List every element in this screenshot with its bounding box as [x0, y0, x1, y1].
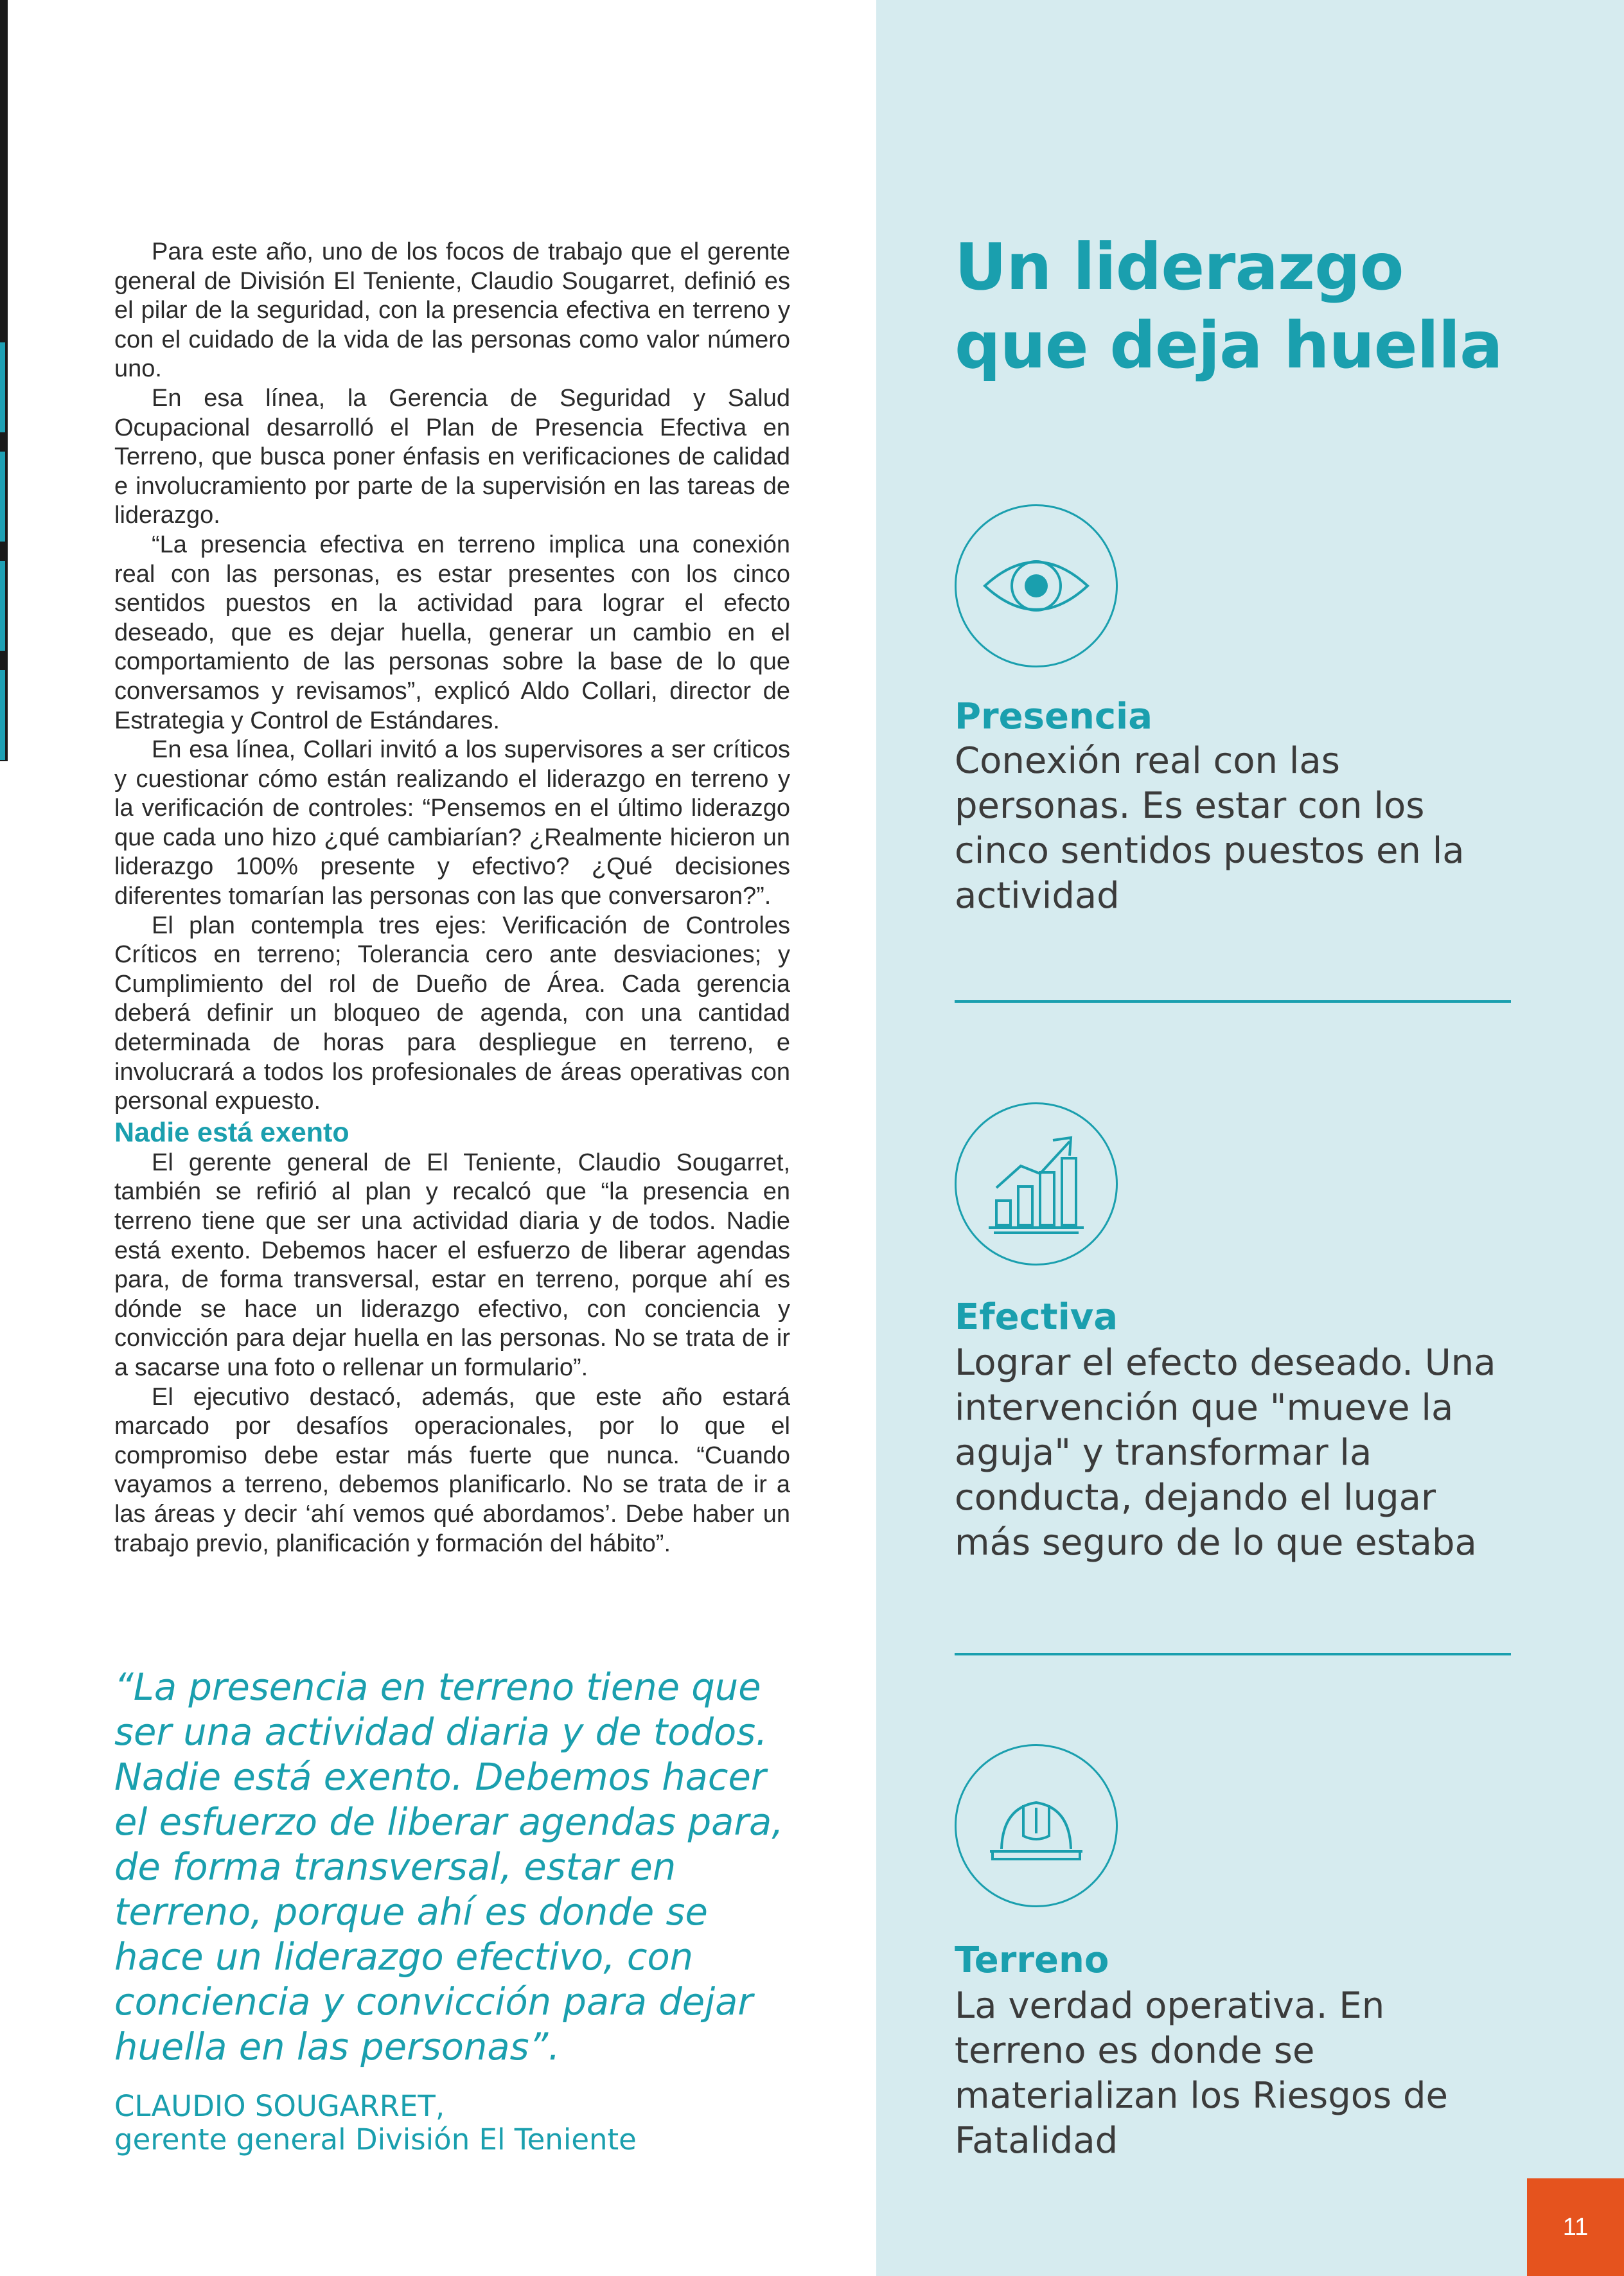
- article-paragraph: En esa línea, Collari invitó a los supervisores a ser críticos y cuestionar cómo están realizando el liderazgo en terreno y la verificación de controles: “Pensemos en el último liderazgo que cada uno hizo ¿qué cambiarían? ¿Realmente hicieron un liderazgo 100% presente y efectivo? ¿Qué decisiones diferentes tomarían las personas con las que conversaron?”.: [114, 736, 790, 910]
- article-paragraph: El plan contempla tres ejes: Verificación de Controles Críticos en terreno; Tolerancia cero ante desviaciones; y Cumplimiento del rol de Dueño de Área. Cada gerencia deberá definir un bloqueo de agenda, con una cantidad determinada de horas para despliegue en terreno, e involucrará a todos los profesionales de áreas operativas con personal expuesto.: [114, 912, 790, 1115]
- section-subheading: Nadie está exento: [114, 1116, 349, 1148]
- eye-icon: [955, 504, 1118, 667]
- hard-hat-icon: [955, 1744, 1118, 1907]
- edge-tab: [0, 452, 5, 542]
- quote-role: gerente general División El Teniente: [114, 2122, 637, 2157]
- pillar-text: Conexión real con las personas. Es estar con los cinco sentidos puestos en la actividad: [955, 740, 1465, 917]
- article-paragraph: El gerente general de El Teniente, Claudio Sougarret, también se refirió al plan y recalcó que “la presencia en terreno tiene que ser una actividad diaria y de todos. Nadie está exento. Debemos hacer el esfuerzo de liberar agendas para, de forma transversal, estar en terreno, porque ahí es dónde se hace un liderazgo efectivo, con conciencia y convicción para dejar huella en las personas. No se trata de ir a sacarse una foto o rellenar un formulario”.: [114, 1149, 790, 1381]
- divider: [955, 1000, 1511, 1003]
- pillar-text: Lograr el efecto deseado. Una intervención que "mueve la aguja" y transformar la conducta, dejando el lugar más seguro de lo que estaba: [955, 1342, 1496, 1564]
- pillar-title: Presencia: [955, 696, 1152, 737]
- article-paragraph: En esa línea, la Gerencia de Seguridad y Salud Ocupacional desarrolló el Plan de Presencia Efectiva en Terreno, que busca poner énfasis en verificaciones de calidad e involucramiento por parte de la supervisión en las tareas de liderazgo.: [114, 384, 790, 529]
- article-paragraph: “La presencia efectiva en terreno implica una conexión real con las personas, es estar presentes con los cinco sentidos puestos en la actividad para lograr el efecto deseado, que es dejar huella, generar un cambio en el comportamiento de las personas sobre la base de lo que conversamos y revisamos”, explicó Aldo Collari, director de Estrategia y Control de Estándares.: [114, 531, 790, 734]
- sidebar-title-line: que deja huella: [955, 308, 1503, 383]
- growth-chart-icon: [955, 1102, 1118, 1266]
- pull-quote: “La presencia en terreno tiene que ser una actividad diaria y de todos. Nadie está exento. Debemos hacer el esfuerzo de liberar agendas para, de forma transversal, estar en terreno, porque ahí es donde se hace un liderazgo efectivo, con conciencia y convicción para dejar huella en las personas”.: [114, 1666, 784, 2069]
- quote-author: CLAUDIO SOUGARRET,: [114, 2089, 445, 2123]
- pillar-title: Efectiva: [955, 1296, 1118, 1338]
- edge-tab: [0, 670, 5, 760]
- divider: [955, 1653, 1511, 1655]
- edge-tab: [0, 561, 5, 651]
- article-paragraph: El ejecutivo destacó, además, que este año estará marcado por desafíos operacionales, por lo que el compromiso debe estar más fuerte que nunca. “Cuando vayamos a terreno, debemos planificarlo. No se trata de ir a las áreas y decir ‘ahí vemos qué abordamos’. Debe haber un trabajo previo, planificación y formación del hábito”.: [114, 1383, 790, 1557]
- quote-attribution: [114, 2090, 795, 2157]
- article-body: [114, 238, 790, 1558]
- sidebar-title: [955, 228, 1565, 385]
- pillar-title: Terreno: [955, 1939, 1109, 1981]
- sidebar-title-line: Un liderazgo: [955, 229, 1404, 304]
- article-paragraph: Para este año, uno de los focos de trabajo que el gerente general de División El Teniente, Claudio Sougarret, definió es el pilar de la seguridad, con la presencia efectiva en terreno y con el cuidado de la vida de las personas como valor número uno.: [114, 238, 790, 383]
- edge-tab: [0, 342, 5, 432]
- pillar-text: La verdad operativa. En terreno es donde se materializan los Riesgos de Fatalidad: [955, 1985, 1448, 2162]
- page-number: 11: [1527, 2178, 1624, 2276]
